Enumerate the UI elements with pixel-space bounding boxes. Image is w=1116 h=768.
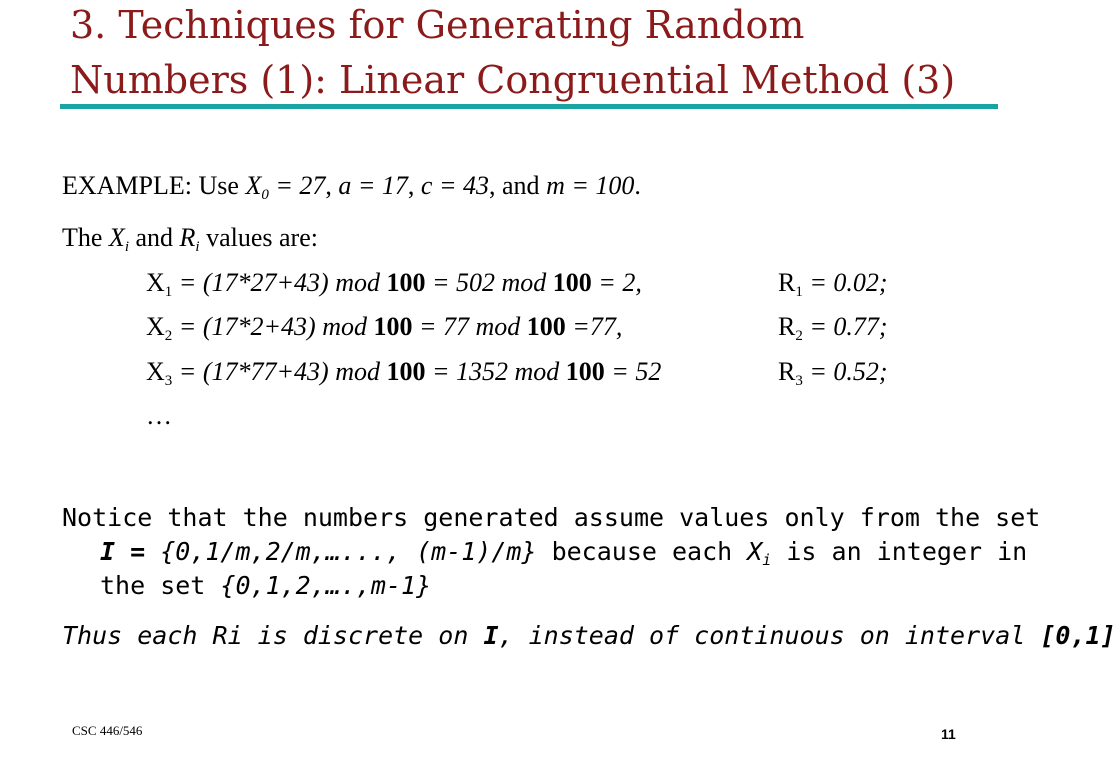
ellipsis: … xyxy=(146,401,172,430)
r-value-2: $R_2 = 0.77$; xyxy=(778,312,888,344)
calc-row-3: $X_3 = (17*77+43)$ mod 100 = 1352 mod 100 = 52 xyxy=(146,357,662,389)
notice-line-3: the set {0,1,2,….,m-1} xyxy=(100,571,432,600)
course-footer: CSC 446/546 xyxy=(72,723,143,738)
calc-row-2: $X_2 = (17*2+43)$ mod 100 = 77 mod 100 =77, xyxy=(146,312,623,344)
thus-line: Thus each Ri is discrete on I, instead of continuous on interval [0,1] xyxy=(62,621,1116,650)
calc-row-1: $X_1 = (17*27+43)$ mod 100 = 502 mod 100 = 2, xyxy=(146,268,642,300)
notice-line-1: Notice that the numbers generated assume values only from the set xyxy=(62,503,1041,532)
example-line: EXAMPLE: Use $X_0 = 27$, a = 17, c = 43, and m = 100. xyxy=(62,171,641,203)
r-value-3: $R_3 = 0.52$; xyxy=(778,357,888,389)
notice-line-2: I = {0,1/m,2/m,…..., (m-1)/m} because each $X_i$ is an integer in xyxy=(100,537,1028,569)
page-number: 11 xyxy=(941,726,956,742)
title-divider xyxy=(60,104,998,109)
values-intro-line: The $X_i$ and $R_i$ values are: xyxy=(62,223,318,255)
r-value-1: $R_1 = 0.02$; xyxy=(778,268,888,300)
slide-title: 3. Techniques for Generating Random Numbers (1): Linear Congruential Method (3) xyxy=(70,3,956,102)
